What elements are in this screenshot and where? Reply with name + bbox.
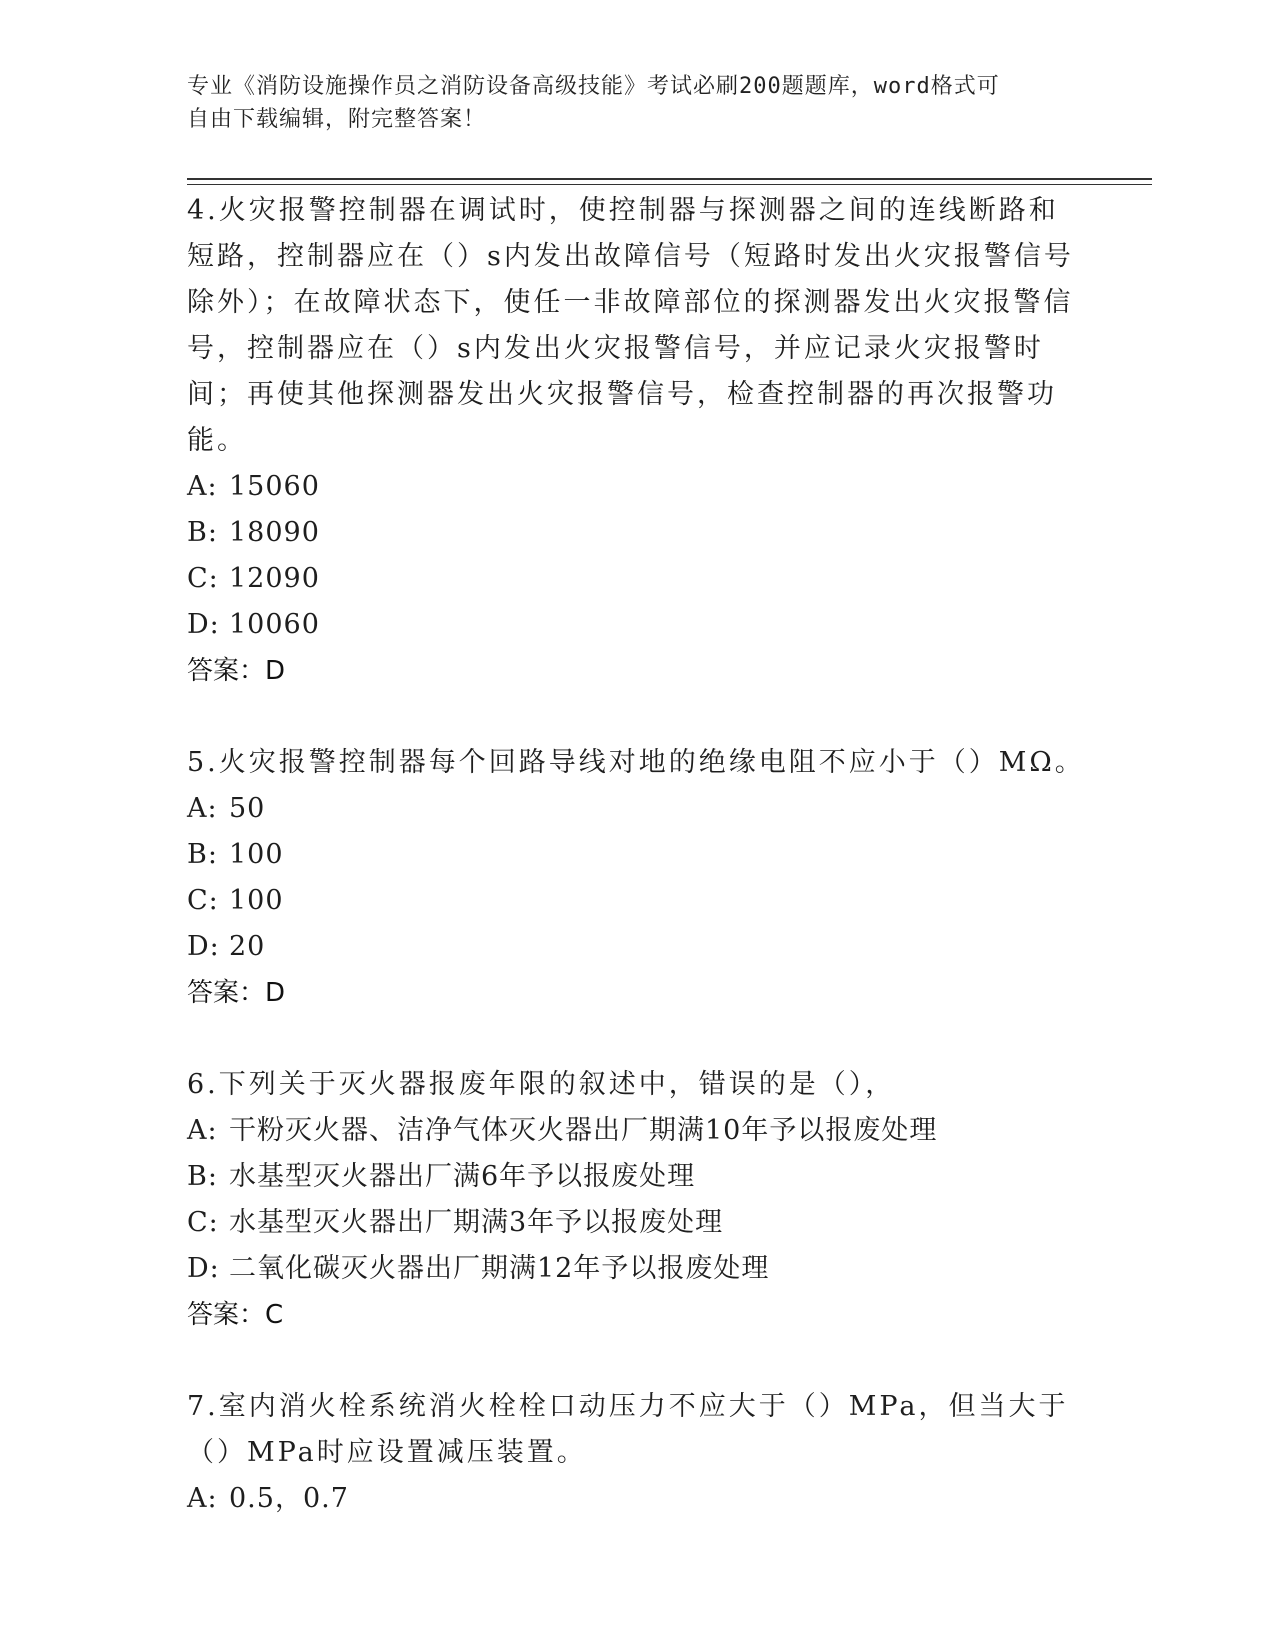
option-text: 15060 bbox=[229, 471, 320, 502]
spacer bbox=[187, 1016, 1087, 1062]
question-7 bbox=[187, 1384, 1087, 1522]
option-b bbox=[187, 1154, 1087, 1200]
option-text: 20 bbox=[229, 931, 266, 962]
option-text: 干粉灭火器、洁净气体灭火器出厂期满10年予以报废处理 bbox=[229, 1115, 938, 1146]
option-text: 100 bbox=[229, 839, 284, 870]
question-4 bbox=[187, 188, 1087, 694]
option-key: C: bbox=[187, 1207, 219, 1238]
question-stem: 5.火灾报警控制器每个回路导线对地的绝缘电阻不应小于（）MΩ。 bbox=[187, 747, 1085, 778]
question-stem: 7.室内消火栓系统消火栓栓口动压力不应大于（）MPa，但当大于（）MPa时应设置减压装置。 bbox=[187, 1391, 1069, 1468]
question-list bbox=[187, 188, 1087, 1522]
answer: 答案：D bbox=[187, 656, 286, 686]
option-key: D: bbox=[187, 1253, 220, 1284]
option-b bbox=[187, 510, 1087, 556]
option-text: 0.5，0.7 bbox=[229, 1483, 349, 1514]
option-text: 12090 bbox=[229, 563, 320, 594]
document-header bbox=[187, 70, 1087, 136]
option-key: C: bbox=[187, 563, 219, 594]
answer: 答案：C bbox=[187, 1300, 284, 1330]
spacer bbox=[187, 694, 1087, 740]
option-d bbox=[187, 1246, 1087, 1292]
option-c bbox=[187, 878, 1087, 924]
question-6 bbox=[187, 1062, 1087, 1338]
option-a bbox=[187, 1108, 1087, 1154]
option-text: 100 bbox=[229, 885, 284, 916]
option-b bbox=[187, 832, 1087, 878]
option-c bbox=[187, 556, 1087, 602]
option-a bbox=[187, 464, 1087, 510]
header-line-1: 专业《消防设施操作员之消防设备高级技能》考试必刷200题题库，word格式可 bbox=[187, 74, 1000, 99]
option-key: C: bbox=[187, 885, 219, 916]
option-key: D: bbox=[187, 609, 220, 640]
question-stem: 6.下列关于灭火器报废年限的叙述中，错误的是（）， bbox=[187, 1069, 896, 1100]
option-key: A: bbox=[187, 1483, 218, 1514]
option-text: 50 bbox=[229, 793, 266, 824]
option-key: D: bbox=[187, 931, 220, 962]
option-text: 二氧化碳灭火器出厂期满12年予以报废处理 bbox=[229, 1253, 770, 1284]
option-a bbox=[187, 786, 1087, 832]
spacer bbox=[187, 1338, 1087, 1384]
option-key: A: bbox=[187, 793, 218, 824]
option-key: A: bbox=[187, 1115, 218, 1146]
option-a bbox=[187, 1476, 1087, 1522]
header-divider bbox=[187, 178, 1152, 180]
header-divider-thin bbox=[187, 184, 1152, 185]
option-d bbox=[187, 924, 1087, 970]
option-text: 水基型灭火器出厂期满3年予以报废处理 bbox=[229, 1207, 724, 1238]
question-5 bbox=[187, 740, 1087, 1016]
header-line-2: 自由下载编辑，附完整答案！ bbox=[187, 107, 487, 132]
question-stem: 4.火灾报警控制器在调试时，使控制器与探测器之间的连线断路和短路，控制器应在（）s内发出故障信号（短路时发出火灾报警信号除外）；在故障状态下，使任一非故障部位的探测器发出火灾报警信号，控制器应在（）s内发出火灾报警信号，并应记录火灾报警时间；再使其他探测器发出火灾报警信号，检查控制器的再次报警功能。 bbox=[187, 195, 1074, 456]
option-key: B: bbox=[187, 1161, 218, 1192]
option-text: 18090 bbox=[229, 517, 320, 548]
option-text: 水基型灭火器出厂满6年予以报废处理 bbox=[229, 1161, 696, 1192]
option-text: 10060 bbox=[229, 609, 320, 640]
answer: 答案：D bbox=[187, 978, 286, 1008]
option-key: B: bbox=[187, 839, 218, 870]
option-c bbox=[187, 1200, 1087, 1246]
option-key: A: bbox=[187, 471, 218, 502]
option-key: B: bbox=[187, 517, 218, 548]
option-d bbox=[187, 602, 1087, 648]
